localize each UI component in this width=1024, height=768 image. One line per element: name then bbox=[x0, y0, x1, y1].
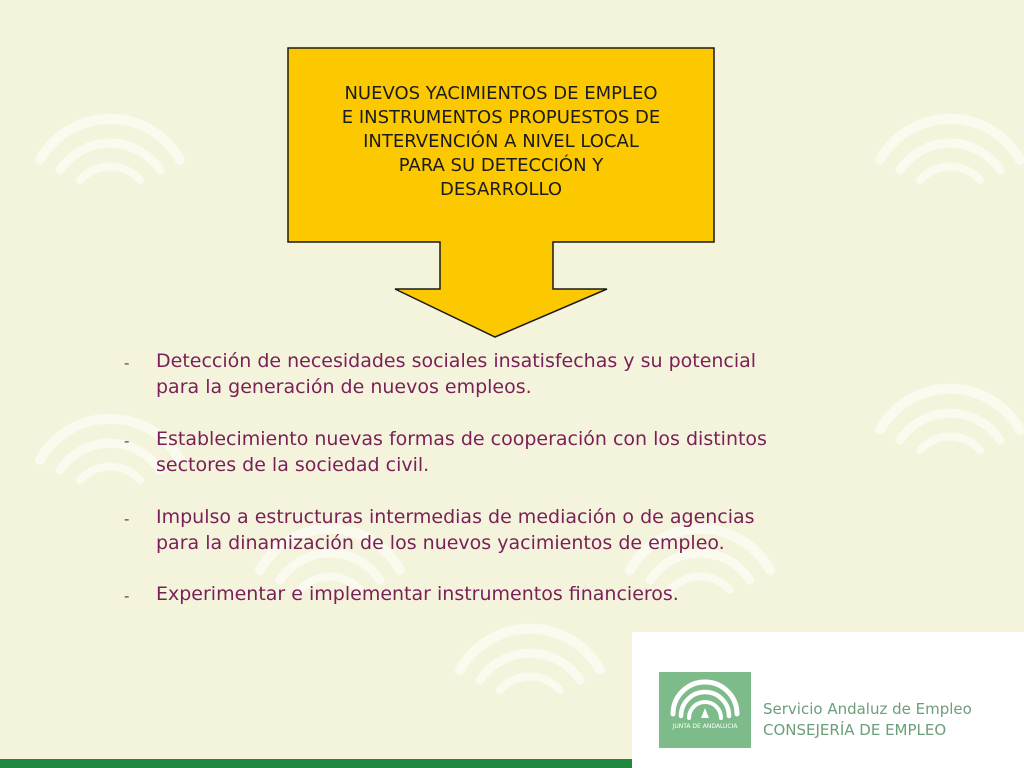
junta-andalucia-arch-icon bbox=[659, 672, 751, 748]
callout-title-line: DESARROLLO bbox=[439, 179, 563, 200]
bullet-text: para la generación de nuevos empleos. bbox=[156, 376, 532, 398]
bullet-text: Detección de necesidades sociales insatisfechas y su potencial bbox=[156, 350, 757, 372]
callout-title-line: PARA SU DETECCIÓN Y bbox=[398, 155, 604, 176]
bullet-text: sectores de la sociedad civil. bbox=[156, 454, 430, 476]
bullet-marker: - bbox=[124, 587, 130, 605]
bullet-text: para la dinamización de los nuevos yacimientos de empleo. bbox=[156, 532, 725, 554]
callout-title-line: NUEVOS YACIMIENTOS DE EMPLEO bbox=[344, 83, 658, 104]
bullet-text: Establecimiento nuevas formas de cooperación con los distintos bbox=[156, 428, 767, 450]
org-department: CONSEJERÍA DE EMPLEO bbox=[763, 721, 947, 739]
bullet-text: Impulso a estructuras intermedias de mediación o de agencias bbox=[156, 506, 755, 528]
bullet-marker: - bbox=[124, 354, 130, 372]
org-name: Servicio Andaluz de Empleo bbox=[763, 700, 972, 718]
junta-andalucia-logo bbox=[659, 672, 751, 748]
bullet-text: Experimentar e implementar instrumentos financieros. bbox=[156, 583, 679, 605]
footer-bar bbox=[0, 759, 632, 768]
logo-caption: JUNTA DE ANDALUCIA bbox=[672, 723, 738, 730]
callout-title-line: INTERVENCIÓN A NIVEL LOCAL bbox=[363, 131, 639, 152]
bullet-marker: - bbox=[124, 432, 130, 450]
callout-title-line: E INSTRUMENTOS PROPUESTOS DE bbox=[341, 107, 661, 128]
bullet-marker: - bbox=[124, 510, 130, 528]
